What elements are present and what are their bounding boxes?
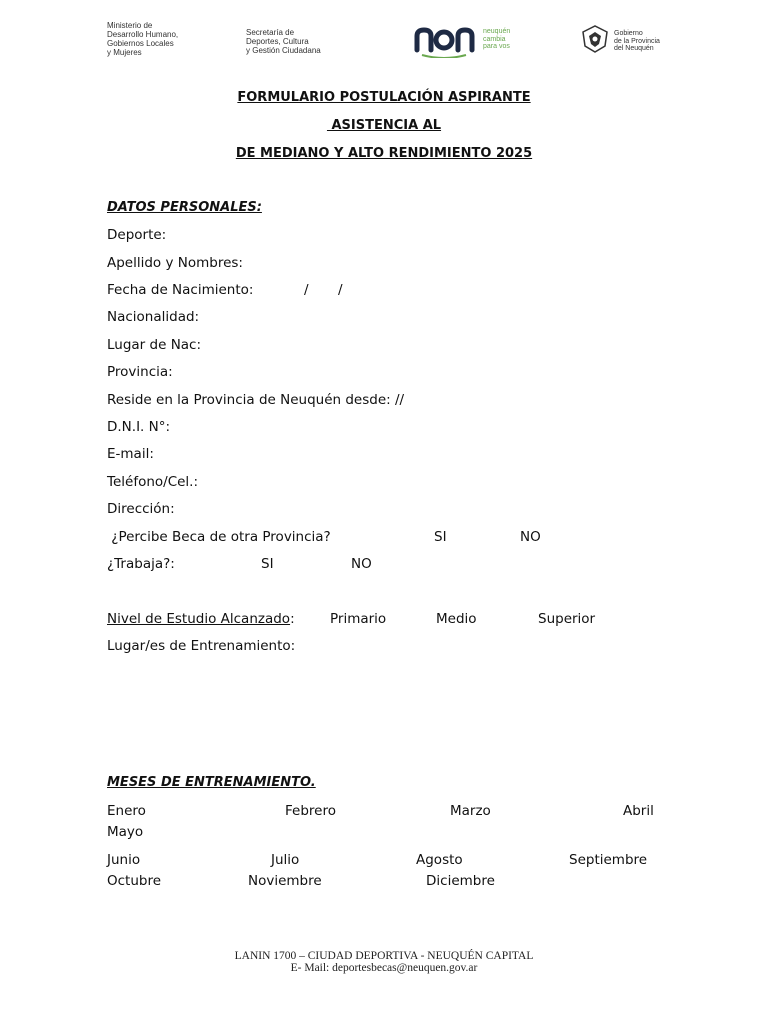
field-lugar-nac: Lugar de Nac: <box>107 337 202 353</box>
field-nivel-estudio <box>107 611 295 627</box>
option-trabaja-no: NO <box>351 556 372 572</box>
field-telefono: Teléfono/Cel.: <box>107 474 199 490</box>
option-beca-si: SI <box>434 529 447 545</box>
non-logo-icon <box>414 24 476 58</box>
secretaria-logo-text <box>246 28 321 55</box>
month-febrero: Febrero <box>285 803 336 819</box>
non-tagline-line: neuquén <box>483 28 511 35</box>
option-nivel-superior: Superior <box>538 611 596 627</box>
gobierno-line: de la Provincia <box>614 37 660 45</box>
footer-address: LANIN 1700 – CIUDAD DEPORTIVA - NEUQUÉN CAPITAL <box>234 950 534 962</box>
footer-email: E- Mail: deportesbecas@neuquen.gov.ar <box>290 962 478 974</box>
gobierno-line: del Neuquén <box>614 45 654 52</box>
ministerio-line: Gobiernos Locales <box>107 39 174 48</box>
secretaria-line: Deportes, Cultura <box>246 37 309 46</box>
field-nacionalidad: Nacionalidad: <box>107 309 200 325</box>
field-direccion: Dirección: <box>107 501 175 517</box>
non-tagline-line: para vos <box>483 43 510 50</box>
month-octubre: Octubre <box>107 873 162 889</box>
question-trabaja: ¿Trabaja?: <box>107 556 175 572</box>
secretaria-line: Secretaría de <box>246 28 295 37</box>
month-diciembre: Diciembre <box>426 873 495 889</box>
field-apellido-nombres: Apellido y Nombres: <box>107 255 243 271</box>
gobierno-line: Gobierno <box>614 30 643 37</box>
gobierno-logo-text <box>614 30 660 53</box>
section-heading-datos-personales: DATOS PERSONALES: <box>107 200 262 215</box>
ministerio-logo-text <box>107 21 178 57</box>
month-mayo: Mayo <box>107 824 144 840</box>
fecha-slash: / <box>304 282 309 298</box>
field-dni: D.N.I. N°: <box>107 419 171 435</box>
section-heading-meses: MESES DE ENTRENAMIENTO. <box>107 775 316 790</box>
month-agosto: Agosto <box>416 852 463 868</box>
fecha-slash: / <box>338 282 343 298</box>
field-fecha-nacimiento: Fecha de Nacimiento: <box>107 282 254 298</box>
nivel-estudio-colon: : <box>290 611 295 627</box>
month-junio: Junio <box>107 852 141 868</box>
ministerio-line: y Mujeres <box>107 48 142 57</box>
option-nivel-primario: Primario <box>330 611 387 627</box>
nivel-estudio-label: Nivel de Estudio Alcanzado <box>107 611 291 627</box>
form-title-line-1: FORMULARIO POSTULACIÓN ASPIRANTE <box>237 90 531 105</box>
month-marzo: Marzo <box>450 803 491 819</box>
month-abril: Abril <box>623 803 654 819</box>
field-deporte: Deporte: <box>107 227 167 243</box>
gobierno-neuquen-seal-icon <box>579 24 611 54</box>
ministerio-line: Ministerio de <box>107 21 153 30</box>
field-email: E-mail: <box>107 446 154 462</box>
month-enero: Enero <box>107 803 146 819</box>
option-beca-no: NO <box>520 529 541 545</box>
field-provincia: Provincia: <box>107 364 173 380</box>
question-percibe-beca: ¿Percibe Beca de otra Provincia? <box>107 529 331 545</box>
month-noviembre: Noviembre <box>248 873 322 889</box>
ministerio-line: Desarrollo Humano, <box>107 30 179 39</box>
form-title-line-2: ASISTENCIA AL <box>326 118 442 133</box>
non-tagline <box>483 28 510 51</box>
option-nivel-medio: Medio <box>436 611 477 627</box>
form-title-line-3: DE MEDIANO Y ALTO RENDIMIENTO 2025 <box>235 146 533 161</box>
non-logo <box>414 24 476 58</box>
field-lugar-entrenamiento: Lugar/es de Entrenamiento: <box>107 638 296 654</box>
month-septiembre: Septiembre <box>569 852 648 868</box>
secretaria-line: y Gestión Ciudadana <box>246 46 321 55</box>
non-tagline-line: cambia <box>483 35 506 43</box>
month-julio: Julio <box>271 852 300 868</box>
field-reside-desde: Reside en la Provincia de Neuquén desde: // <box>107 392 405 408</box>
option-trabaja-si: SI <box>261 556 274 572</box>
